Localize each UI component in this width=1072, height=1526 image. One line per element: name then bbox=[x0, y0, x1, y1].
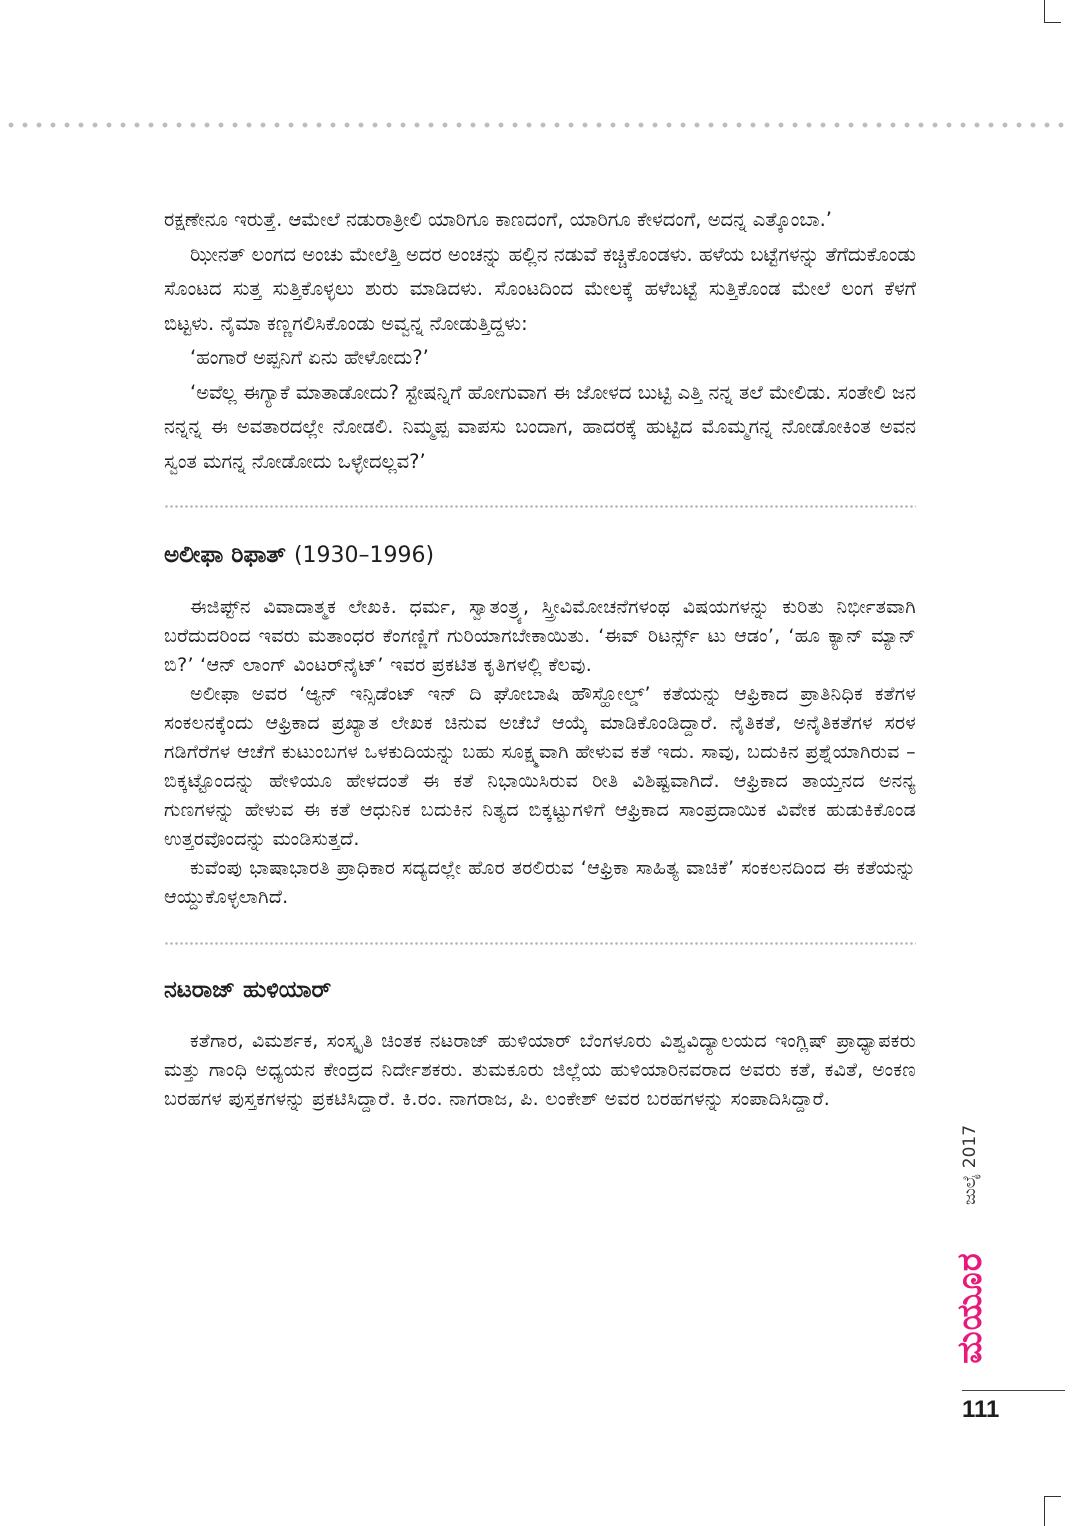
magazine-logo bbox=[940, 1238, 1000, 1378]
author-heading bbox=[164, 973, 916, 1007]
story-paragraph: ‘ಹಂಗಾರೆ ಅಪ್ಪನಿಗೆ ಏನು ಹೇಳೋದು?’ bbox=[190, 346, 429, 369]
author-years: (1930–1996) bbox=[293, 543, 435, 568]
bio-paragraph: ಕುವೆಂಪು ಭಾಷಾಭಾರತಿ ಪ್ರಾಧಿಕಾರ ಸದ್ಯದಲ್ಲೇ ಹೊರ ತರಲಿರುವ ‘ಆಫ್ರಿಕಾ ಸಾಹಿತ್ಯ ವಾಚಿಕೆ’ ಸಂಕಲನದಿಂದ ಈ ಕತೆಯನ್ನು ಆಯ್ದುಕೊಳ್ಳಲಾಗಿದೆ. bbox=[164, 857, 916, 908]
magazine-name: ಮಯೂರ bbox=[950, 1252, 990, 1364]
author-bio bbox=[164, 593, 916, 912]
author-name: ನಟರಾಜ್ ಹುಳಿಯಾರ್ bbox=[164, 977, 332, 1003]
story-paragraph: ರಕ್ಷಣೇನೂ ಇರುತ್ತೆ. ಆಮೇಲೆ ನಡುರಾತ್ರೀಲಿ ಯಾರಿಗೂ ಕಾಣದಂಗೆ, ಯಾರಿಗೂ ಕೇಳದಂಗೆ, ಅದನ್ನ ಎತ್ಕೊಂಬಾ.’ bbox=[164, 208, 832, 231]
issue-date bbox=[940, 1100, 1000, 1230]
author-bio bbox=[164, 1027, 916, 1114]
section-divider bbox=[164, 505, 916, 508]
top-dotted-rule bbox=[4, 122, 1068, 128]
story-paragraph: ಝೀನತ್ ಲಂಗದ ಅಂಚು ಮೇಲೆತ್ತಿ ಅದರ ಅಂಚನ್ನು ಹಲ್ಲಿನ ನಡುವೆ ಕಚ್ಚಿಕೊಂಡಳು. ಹಳೆಯ ಬಟ್ಟೆಗಳನ್ನು ತೆಗೆದುಕೊಂಡು ಸೊಂಟದ ಸುತ್ತ ಸುತ್ತಿಕೊಳ್ಳಲು ಶುರು ಮಾಡಿದಳು. ಸೊಂಟದಿಂದ ಮೇಲಕ್ಕೆ ಹಳೆಬಟ್ಟೆ ಸುತ್ತಿಕೊಂಡ ಮೇಲೆ ಲಂಗ ಕೆಳಗೆ ಬಿಟ್ಟಳು. ನೈಮಾ ಕಣ್ಣಗಲಿಸಿಕೊಂಡು ಅವ್ವನ್ನ ನೋಡುತ್ತಿದ್ದಳು: bbox=[164, 242, 916, 335]
sidebar-masthead bbox=[940, 1100, 1000, 1400]
crop-mark-top-right bbox=[1044, 0, 1061, 23]
page-number-rule bbox=[962, 1390, 1065, 1391]
issue-date-text: ಜುಲೈ 2017 bbox=[960, 1124, 980, 1206]
section-divider bbox=[164, 942, 916, 945]
page-content bbox=[164, 203, 916, 1114]
bio-paragraph: ಕತೆಗಾರ, ವಿಮರ್ಶಕ, ಸಂಸ್ಕೃತಿ ಚಿಂತಕ ನಟರಾಜ್ ಹುಳಿಯಾರ್ ಬೆಂಗಳೂರು ವಿಶ್ವವಿದ್ಯಾಲಯದ ಇಂಗ್ಲಿಷ್ ಪ್ರಾಧ್ಯಾಪಕರು ಮತ್ತು ಗಾಂಧಿ ಅಧ್ಯಯನ ಕೇಂದ್ರದ ನಿರ್ದೇಶಕರು. ತುಮಕೂರು ಜಿಲ್ಲೆಯ ಹುಳಿಯಾರಿನವರಾದ ಅವರು ಕತೆ, ಕವಿತೆ, ಅಂಕಣ ಬರಹಗಳ ಪುಸ್ತಕಗಳನ್ನು ಪ್ರಕಟಿಸಿದ್ದಾರೆ. ಕಿ.ರಂ. ನಾಗರಾಜ, ಪಿ. ಲಂಕೇಶ್ ಅವರ ಬರಹಗಳನ್ನು ಸಂಪಾದಿಸಿದ್ದಾರೆ. bbox=[164, 1030, 916, 1110]
page-number: 111 bbox=[962, 1396, 1000, 1423]
bio-paragraph: ಈಜಿಪ್ಟ್‌ನ ವಿವಾದಾತ್ಮಕ ಲೇಖಕಿ. ಧರ್ಮ, ಸ್ವಾತಂತ್ರ್ಯ, ಸ್ತ್ರೀವಿಮೋಚನೆಗಳಂಥ ವಿಷಯಗಳನ್ನು ಕುರಿತು ನಿರ್ಭೀತವಾಗಿ ಬರೆದುದರಿಂದ ಇವರು ಮತಾಂಧರ ಕೆಂಗಣ್ಣಿಗೆ ಗುರಿಯಾಗಬೇಕಾಯಿತು. ‘ಈವ್ ರಿಟರ್ನ್ಸ್ ಟು ಆಡಂ’, ‘ಹೂ ಕ್ಯಾನ್ ಮ್ಯಾನ್ ಬಿ?’ ‘ಆನ್ ಲಾಂಗ್ ವಿಂಟರ್‌ನೈಟ್’ ಇವರ ಪ್ರಕಟಿತ ಕೃತಿಗಳಲ್ಲಿ ಕೆಲವು. bbox=[164, 596, 916, 676]
story-paragraph: ‘ಅವೆಲ್ಲ ಈಗ್ಯಾಕೆ ಮಾತಾಡೋದು? ಸ್ಟೇಷನ್ನಿಗೆ ಹೋಗುವಾಗ ಈ ಜೋಳದ ಬುಟ್ಟಿ ಎತ್ತಿ ನನ್ನ ತಲೆ ಮೇಲಿಡು. ಸಂತೇಲಿ ಜನ ನನ್ನನ್ನ ಈ ಅವತಾರದಲ್ಲೇ ನೋಡಲಿ. ನಿಮ್ಮಪ್ಪ ವಾಪಸು ಬಂದಾಗ, ಹಾದರಕ್ಕೆ ಹುಟ್ಟಿದ ಮೊಮ್ಮಗನ್ನ ನೋಡೋಕಿಂತ ಅವನ ಸ್ವಂತ ಮಗನ್ನ ನೋಡೋದು ಒಳ್ಳೇದಲ್ಲವ?’ bbox=[164, 380, 916, 473]
crop-mark-bottom-right bbox=[1044, 1496, 1061, 1526]
bio-paragraph: ಅಲೀಫಾ ಅವರ ‘ಆ್ಯನ್ ಇನ್ಸಿಡೆಂಟ್ ಇನ್ ದಿ ಘೋಬಾಷಿ ಹೌಸ್ಹೋಲ್ಡ್’ ಕತೆಯನ್ನು ಆಫ್ರಿಕಾದ ಪ್ರಾತಿನಿಧಿಕ ಕತೆಗಳ ಸಂಕಲನಕ್ಕೆಂದು ಆಫ್ರಿಕಾದ ಪ್ರಖ್ಯಾತ ಲೇಖಕ ಚಿನುವ ಅಚೆಬೆ ಆಯ್ಕೆ ಮಾಡಿಕೊಂಡಿದ್ದಾರೆ. ನೈತಿಕತೆ, ಅನೈತಿಕತೆಗಳ ಸರಳ ಗಡಿಗೆರೆಗಳ ಆಚೆಗೆ ಕುಟುಂಬಗಳ ಒಳಕುದಿಯನ್ನು ಬಹು ಸೂಕ್ಷ್ಮವಾಗಿ ಹೇಳುವ ಕತೆ ಇದು. ಸಾವು, ಬದುಕಿನ ಪ್ರಶ್ನೆಯಾಗಿರುವ –ಬಿಕ್ಕಟ್ಟೊಂದನ್ನು ಹೇಳಿಯೂ ಹೇಳದಂತೆ ಈ ಕತೆ ನಿಭಾಯಿಸಿರುವ ರೀತಿ ವಿಶಿಷ್ಟವಾಗಿದೆ. ಆಫ್ರಿಕಾದ ತಾಯ್ತನದ ಅನನ್ಯ ಗುಣಗಳನ್ನು ಹೇಳುವ ಈ ಕತೆ ಆಧುನಿಕ ಬದುಕಿನ ನಿತ್ಯದ ಬಿಕ್ಕಟ್ಟುಗಳಿಗೆ ಆಫ್ರಿಕಾದ ಸಾಂಪ್ರದಾಯಿಕ ವಿವೇಕ ಹುಡುಕಿಕೊಂಡ ಉತ್ತರವೊಂದನ್ನು ಮಂಡಿಸುತ್ತದೆ. bbox=[164, 683, 916, 850]
author-heading bbox=[164, 538, 916, 573]
author-name: ಅಲೀಫಾ ರಿಫಾತ್ bbox=[164, 542, 286, 568]
